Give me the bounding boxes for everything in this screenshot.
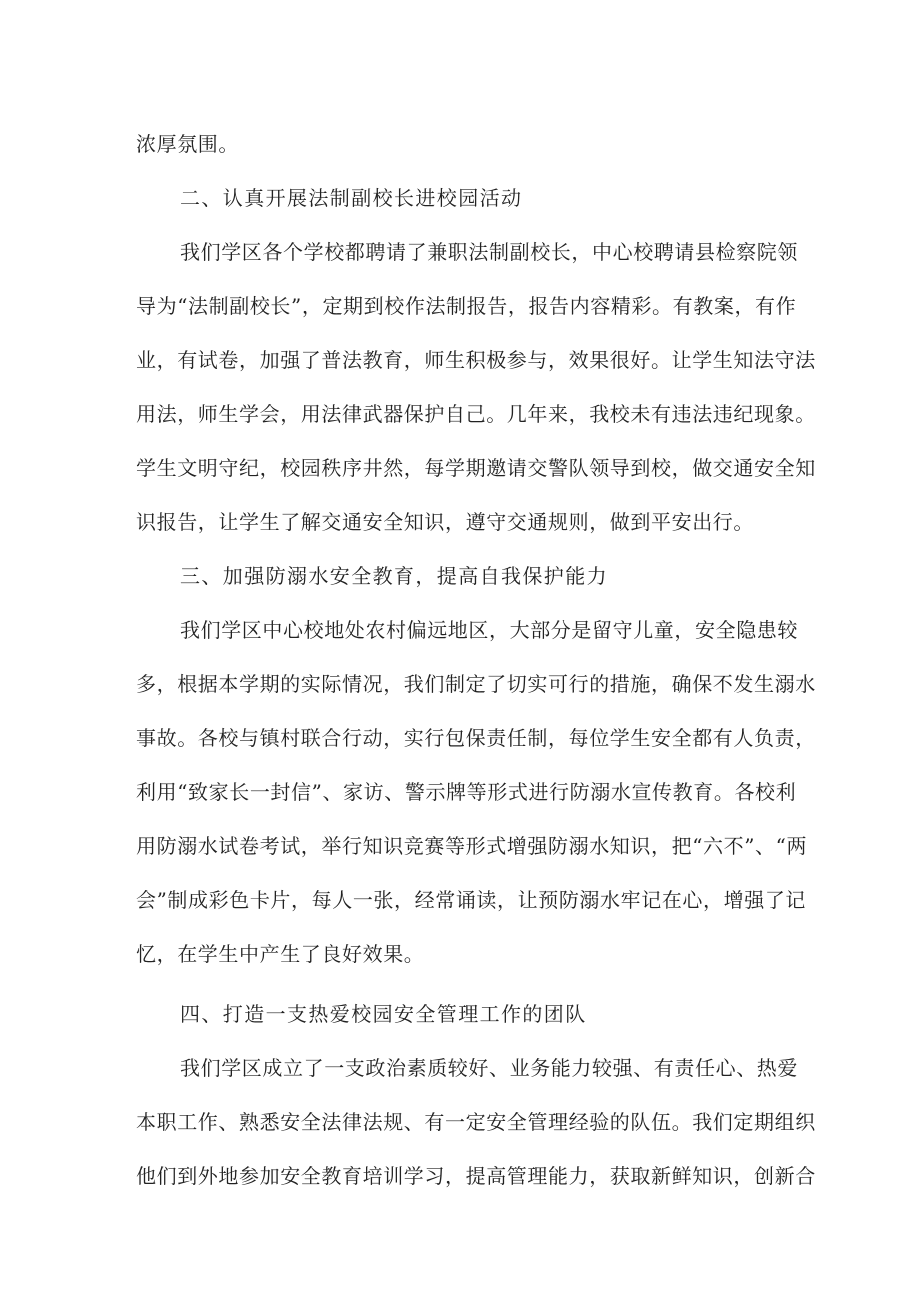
section-2-heading: 二、认真开展法制副校长进校园活动	[180, 186, 523, 210]
intro-tail-text: 浓厚氛围。	[136, 132, 239, 156]
paragraph-line: 学生文明守纪，校园秩序井然，每学期邀请交警队领导到校，做交通安全知	[136, 456, 816, 480]
paragraph-line: 忆，在学生中产生了良好效果。	[136, 942, 425, 966]
paragraph-line: 识报告，让学生了解交通安全知识，遵守交通规则，做到平安出行。	[136, 510, 754, 534]
paragraph-line: 事故。各校与镇村联合行动，实行包保责任制，每位学生安全都有人负责，	[136, 726, 816, 750]
paragraph-line: 业，有试卷，加强了普法教育，师生积极参与，效果很好。让学生知法守法	[136, 348, 816, 372]
paragraph-line: 本职工作、熟悉安全法律法规、有一定安全管理经验的队伍。我们定期组织	[136, 1110, 816, 1134]
paragraph-line: 我们学区中心校地处农村偏远地区，大部分是留守儿童，安全隐患较	[180, 618, 798, 642]
paragraph-line: 他们到外地参加安全教育培训学习，提高管理能力，获取新鲜知识，创新合	[136, 1164, 816, 1188]
paragraph-line: 导为“法制副校长”，定期到校作法制报告，报告内容精彩。有教案，有作	[136, 294, 797, 318]
paragraph-line: 利用“致家长一封信”、家访、警示牌等形式进行防溺水宣传教育。各校利	[136, 780, 797, 804]
paragraph-line: 多，根据本学期的实际情况，我们制定了切实可行的措施，确保不发生溺水	[136, 672, 816, 696]
paragraph-line: 我们学区成立了一支政治素质较好、业务能力较强、有责任心、热爱	[180, 1056, 798, 1080]
paragraph-line: 会”制成彩色卡片，每人一张，经常诵读，让预防溺水牢记在心，增强了记	[136, 888, 807, 912]
section-3-heading: 三、加强防溺水安全教育，提高自我保护能力	[180, 564, 608, 588]
paragraph-line: 用法，师生学会，用法律武器保护自己。几年来，我校未有违法违纪现象。	[136, 402, 816, 426]
paragraph-line: 用防溺水试卷考试，举行知识竞赛等形式增强防溺水知识，把“六不”、“两	[136, 834, 808, 858]
paragraph-line: 我们学区各个学校都聘请了兼职法制副校长，中心校聘请县检察院领	[180, 240, 798, 264]
section-4-heading: 四、打造一支热爱校园安全管理工作的团队	[180, 1002, 587, 1026]
